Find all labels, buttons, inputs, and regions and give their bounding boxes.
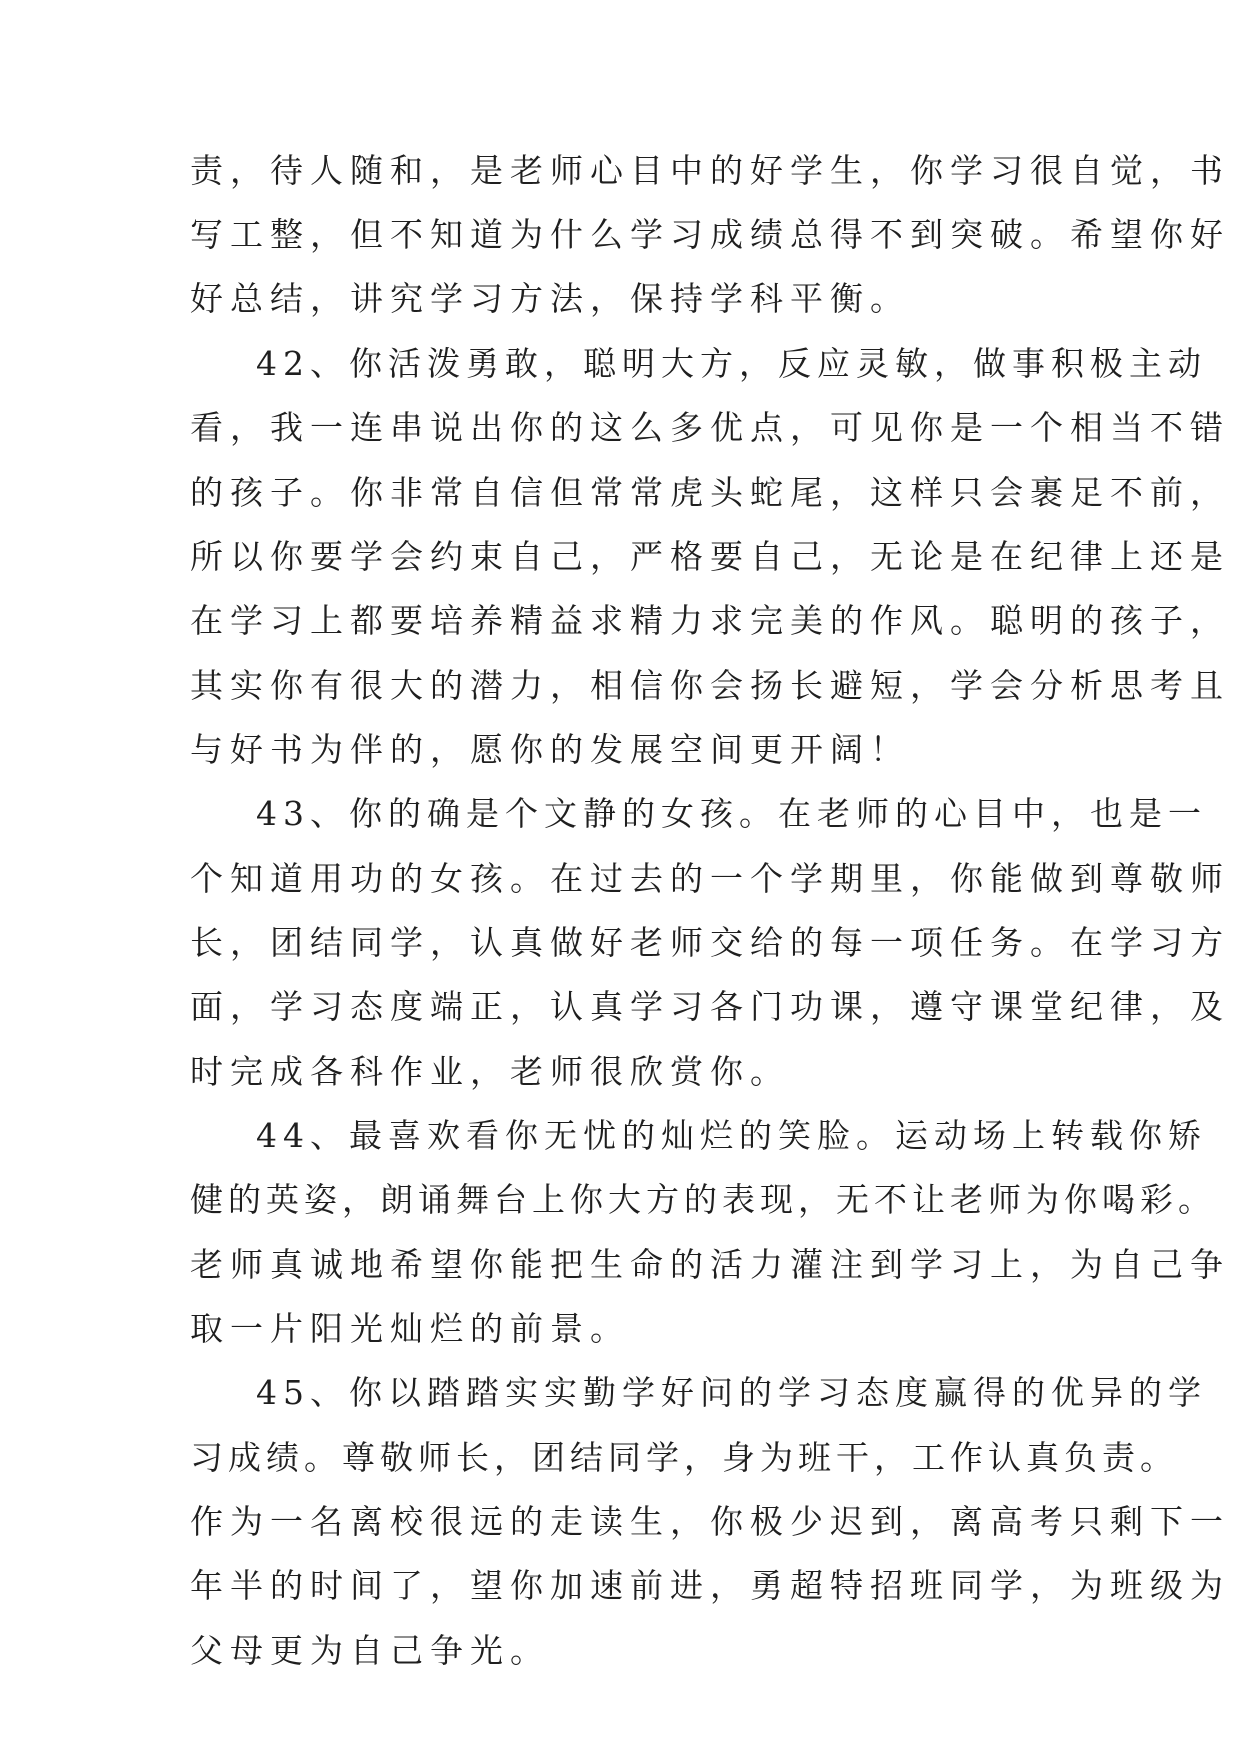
- paragraph-line: 习成绩。尊敬师长，团结同学，身为班干，工作认真负责。: [190, 1438, 1178, 1477]
- paragraph-line: 父母更为自己争光。: [190, 1631, 550, 1670]
- paragraph-line: 写工整，但不知道为什么学习成绩总得不到突破。希望你好: [190, 215, 1230, 254]
- paragraph-line: 所以你要学会约束自己，严格要自己，无论是在纪律上还是: [190, 537, 1230, 576]
- paragraph-line: 健的英姿，朗诵舞台上你大方的表现，无不让老师为你喝彩。: [190, 1180, 1216, 1219]
- paragraph-line: 面，学习态度端正，认真学习各门功课，遵守课堂纪律，及: [190, 987, 1230, 1026]
- paragraph-line: 时完成各科作业，老师很欣赏你。: [190, 1052, 790, 1091]
- paragraph-line: 45、你以踏踏实实勤学好问的学习态度赢得的优异的学: [256, 1373, 1207, 1412]
- paragraph-line: 取一片阳光灿烂的前景。: [190, 1309, 630, 1348]
- paragraph-line: 个知道用功的女孩。在过去的一个学期里，你能做到尊敬师: [190, 859, 1230, 898]
- paragraph-line: 其实你有很大的潜力，相信你会扬长避短，学会分析思考且: [190, 666, 1230, 705]
- paragraph-line: 年半的时间了，望你加速前进，勇超特招班同学，为班级为: [190, 1566, 1230, 1605]
- paragraph-line: 好总结，讲究学习方法，保持学科平衡。: [190, 279, 910, 318]
- paragraph-line: 作为一名离校很远的走读生，你极少迟到，离高考只剩下一: [190, 1502, 1230, 1541]
- paragraph-line: 44、最喜欢看你无忧的灿烂的笑脸。运动场上转载你矫: [256, 1116, 1207, 1155]
- paragraph-line: 长，团结同学，认真做好老师交给的每一项任务。在学习方: [190, 923, 1230, 962]
- paragraph-line: 责，待人随和，是老师心目中的好学生，你学习很自觉，书: [190, 151, 1230, 190]
- paragraph-line: 与好书为伴的，愿你的发展空间更开阔！: [190, 730, 910, 769]
- paragraph-line: 43、你的确是个文静的女孩。在老师的心目中，也是一: [256, 794, 1207, 833]
- paragraph-line: 的孩子。你非常自信但常常虎头蛇尾，这样只会裹足不前，: [190, 473, 1230, 512]
- paragraph-line: 42、你活泼勇敢，聪明大方，反应灵敏，做事积极主动: [256, 344, 1207, 383]
- paragraph-line: 在学习上都要培养精益求精力求完美的作风。聪明的孩子，: [190, 601, 1230, 640]
- paragraph-line: 老师真诚地希望你能把生命的活力灌注到学习上，为自己争: [190, 1245, 1230, 1284]
- paragraph-line: 看，我一连串说出你的这么多优点，可见你是一个相当不错: [190, 408, 1230, 447]
